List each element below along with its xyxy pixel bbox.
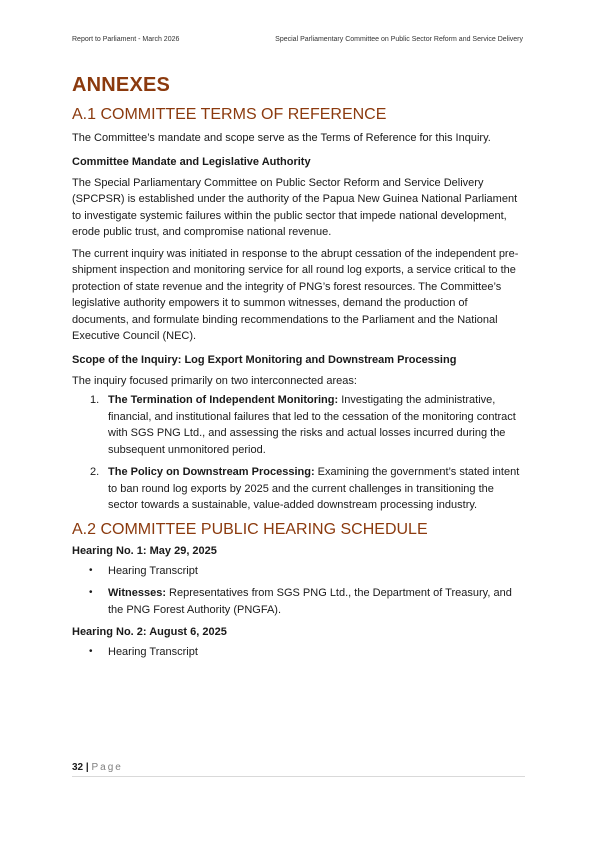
section-a2-heading: A.2 COMMITTEE PUBLIC HEARING SCHEDULE: [72, 520, 428, 538]
hearing-2-title: Hearing No. 2: August 6, 2025: [72, 626, 227, 638]
hearing-1-witnesses-item: [72, 585, 523, 618]
bullet-icon: •: [89, 646, 93, 657]
footer-separator: |: [85, 762, 89, 773]
scope-item-number: 1.: [90, 394, 100, 406]
page-word: Page: [91, 762, 123, 773]
scope-intro: The inquiry focused primarily on two interconnected areas:: [72, 374, 357, 387]
page-footer: [72, 762, 525, 777]
witnesses-text: Representatives from SGS PNG Ltd., the Department of Treasury, and the PNG Forest Authority (PNGFA).: [108, 587, 512, 616]
hearing-1-title: Hearing No. 1: May 29, 2025: [72, 544, 217, 557]
hearing-1-transcript-item: [72, 563, 523, 580]
hearing-1-list: [72, 563, 523, 619]
mandate-paragraph-1: The Special Parliamentary Committee on Public Sector Reform and Service Delivery (SPCPSR) is established under the authority of the Papua New Guinea National Parliament to investigate systemic failures within the public sector that impede national development, erode public trust, and compromise national revenue.: [72, 176, 518, 238]
a1-intro: The Committee’s mandate and scope serve as the Terms of Reference for this Inquiry.: [72, 132, 491, 144]
hearing-2-transcript-item: [72, 644, 523, 661]
scope-item-number: 2.: [90, 466, 100, 478]
header-right-text: Special Parliamentary Committee on Public Sector Reform and Service Delivery: [275, 36, 523, 43]
scope-item-title: The Termination of Independent Monitoring:: [108, 394, 339, 406]
mandate-paragraph-2: The current inquiry was initiated in response to the abrupt cessation of the independent pre-shipment inspection and monitoring service for all round log exports, a service critical to the protection of state revenue and the integrity of PNG’s forest resources. The Committee’s legislative authority empowers it to summon witnesses, demand the production of documents, and formulate binding recommendations to the Parliament and the National Executive Council (NEC).: [72, 247, 519, 342]
witnesses-label: Witnesses:: [108, 587, 166, 599]
page-header: [72, 36, 523, 48]
page-number: 32: [72, 762, 84, 773]
page-content: [72, 72, 523, 667]
scope-heading: Scope of the Inquiry: Log Export Monitoring and Downstream Processing: [72, 353, 457, 366]
hearing-transcript-link[interactable]: Hearing Transcript: [108, 564, 198, 577]
scope-item: [72, 464, 523, 514]
scope-item-text: Examining the government’s stated intent to ban round log exports by 2025 and the current challenges in transitioning the sector towards a sustainable, value-added downstream processing industry.: [108, 466, 520, 511]
scope-list: [72, 392, 523, 514]
bullet-icon: •: [89, 587, 93, 598]
hearing-transcript-link[interactable]: Hearing Transcript: [108, 646, 198, 658]
mandate-heading: Committee Mandate and Legislative Authority: [72, 155, 311, 168]
scope-item: [72, 392, 523, 458]
scope-item-text: Investigating the administrative, financial, and institutional failures that led to the cessation of the monitoring contract with SGS PNG Ltd., and assessing the risks and actual losses incurred during the subsequent unmonitored period.: [108, 394, 516, 456]
header-left-text: Report to Parliament - March 2026: [72, 36, 180, 43]
section-a1-heading: A.1 COMMITTEE TERMS OF REFERENCE: [72, 106, 387, 123]
scope-item-title: The Policy on Downstream Processing:: [108, 466, 315, 478]
annexes-title: ANNEXES: [72, 74, 171, 96]
bullet-icon: •: [89, 564, 93, 576]
hearing-2-list: [72, 644, 523, 661]
